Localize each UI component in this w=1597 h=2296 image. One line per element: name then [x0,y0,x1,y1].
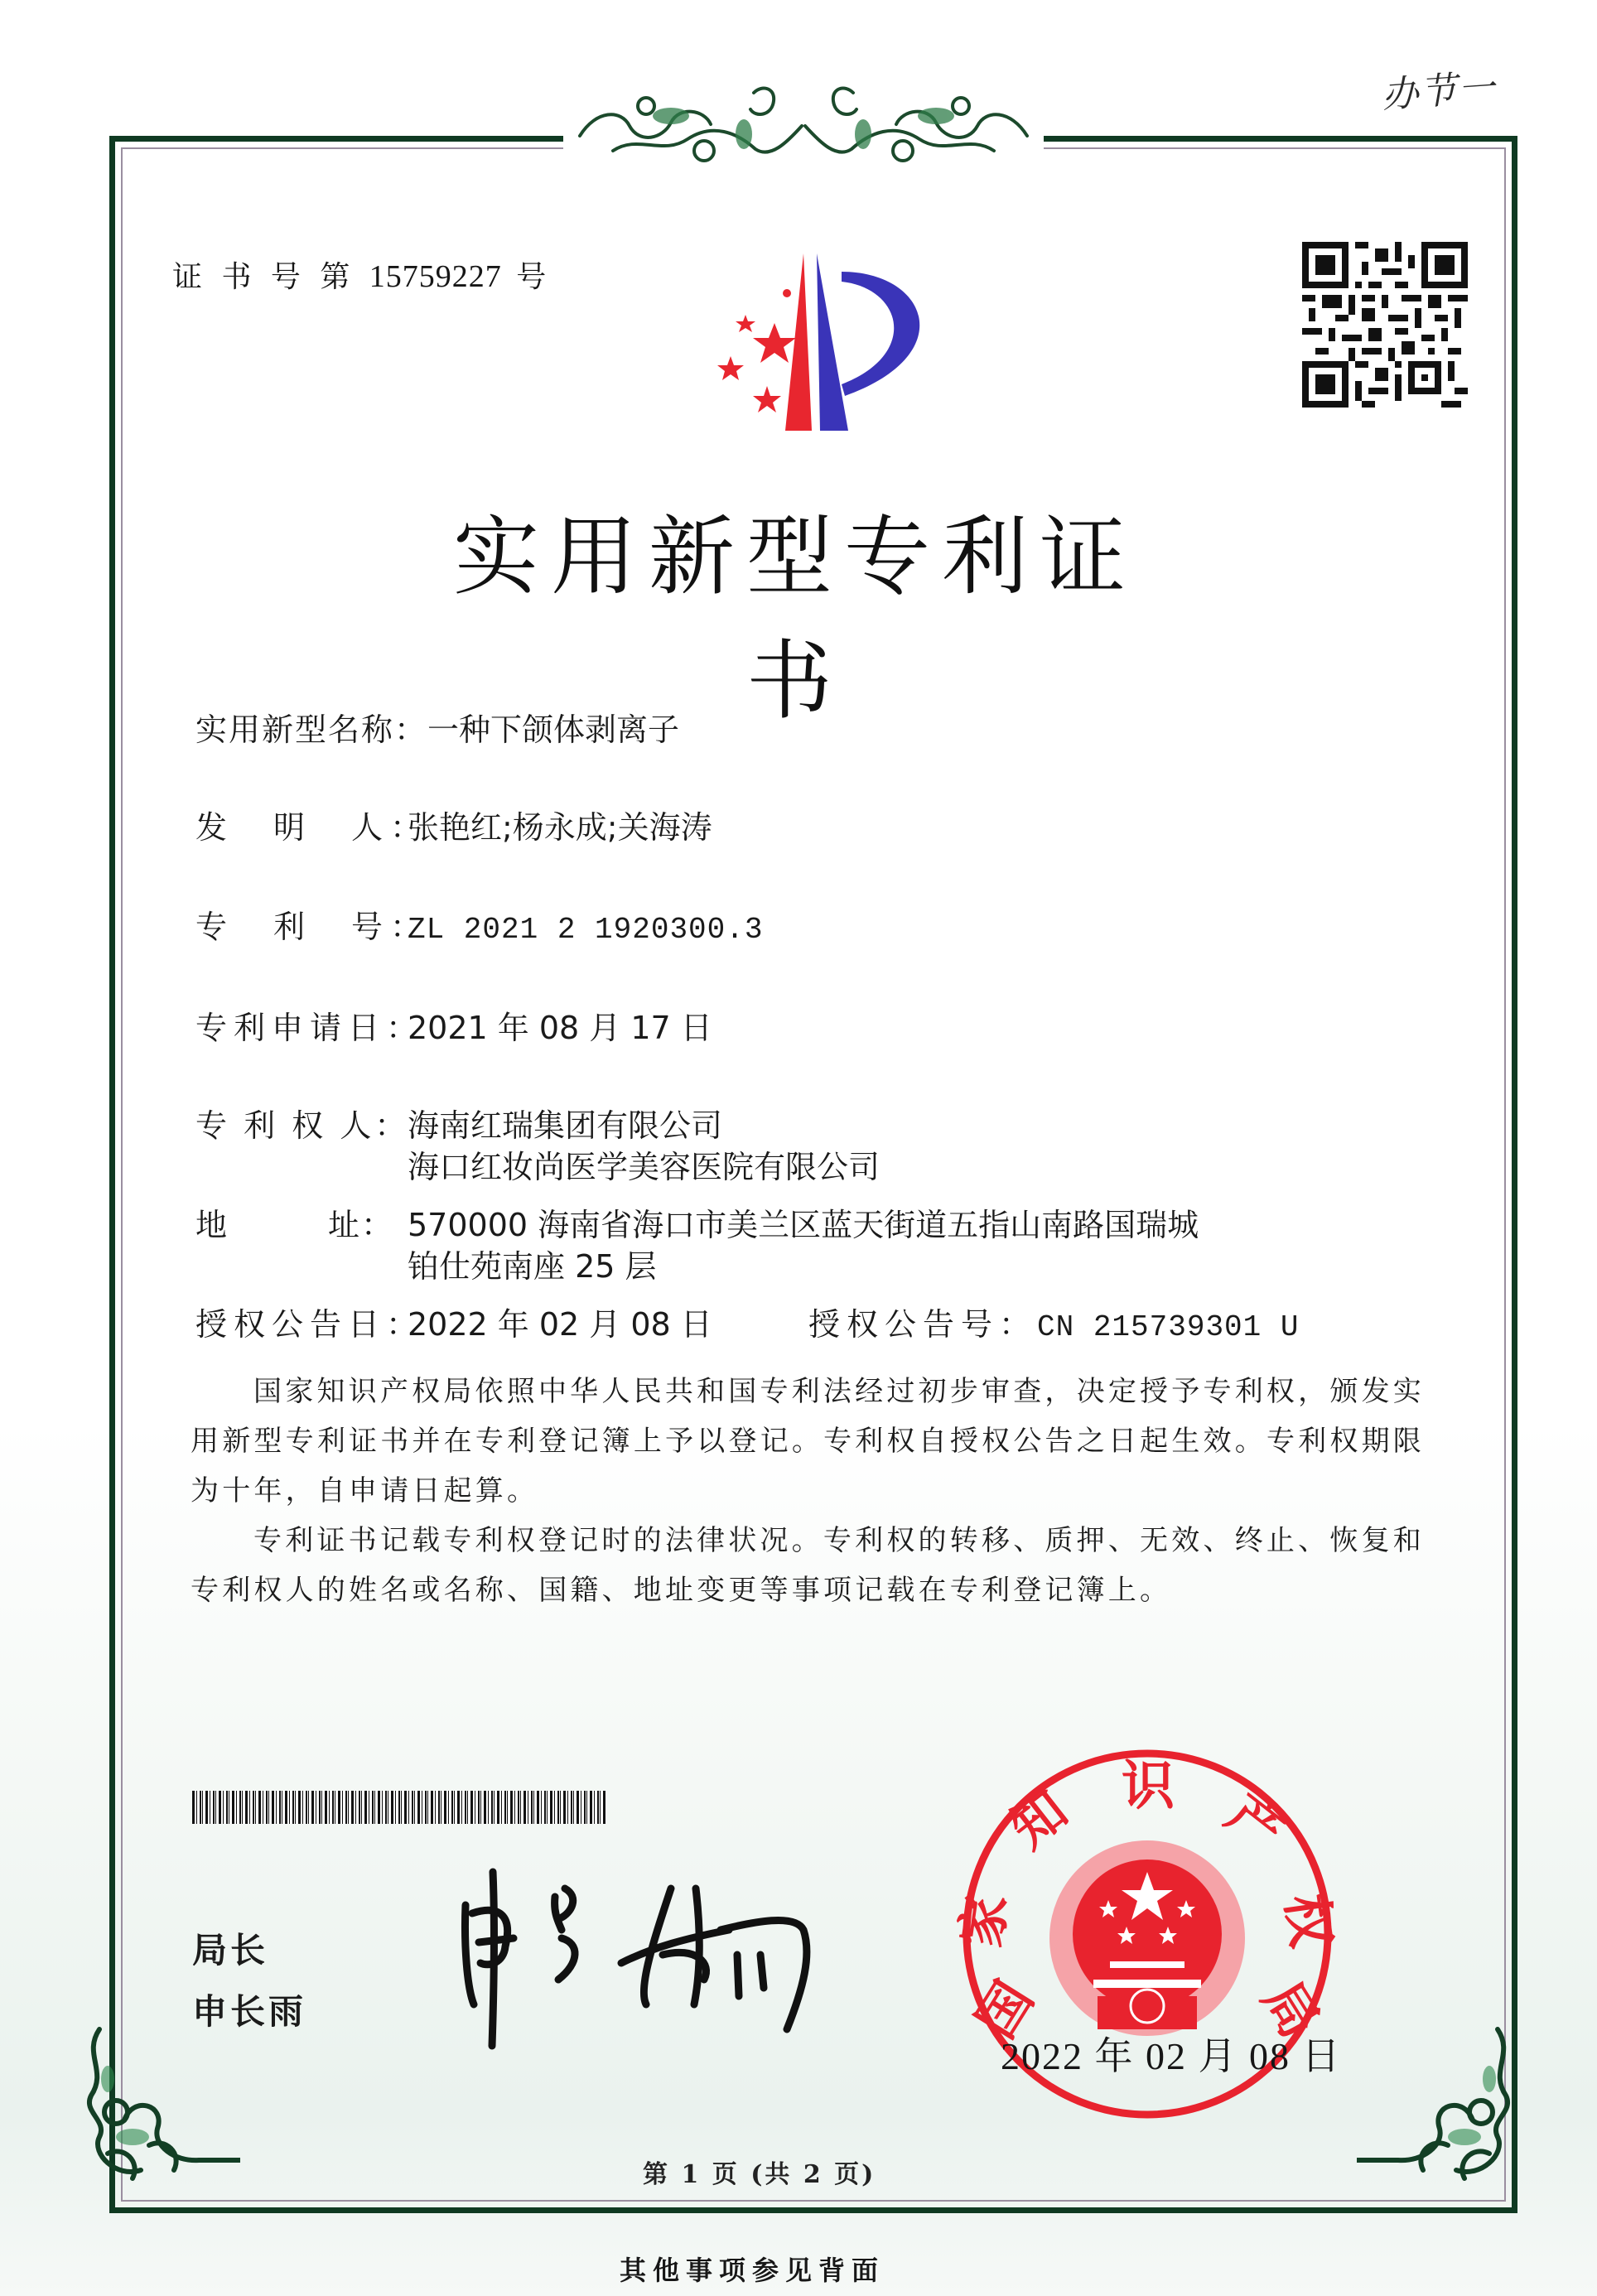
qr-code-icon [1302,242,1468,408]
seal-date: 2022 年 02 月 08 日 [1001,2035,1342,2077]
field-value: 2022 年 02 月 08 日 [408,1306,712,1343]
body-paragraph-2: 专利证书记载专利权登记时的法律状况。专利权的转移、质押、无效、终止、恢复和专利权人的姓名或名称、国籍、地址变更等事项记载在专利登记簿上。 [191,1524,1425,1607]
field-value: 张艳红;杨永成;关海涛 [408,809,712,846]
field-grant-number [808,1299,1299,1344]
field-label: 专利申请日： [195,1010,425,1046]
field-patentee-line-2: 海口红妆尚医学美容医院有限公司 [408,1149,881,1185]
body-paragraph-1: 国家知识产权局依照中华人民共和国专利法经过初步审查，决定授予专利权，颁发实用新型专利证书并在专利登记簿上予以登记。专利权自授权公告之日起生效。专利权期限为十年，自申请日起算。 [191,1375,1425,1507]
field-label: 专 利 号： [195,909,430,945]
field-application-date [195,1002,712,1048]
field-grant-date [195,1299,712,1344]
field-patentee [195,1100,722,1146]
page-indicator: 第 1 页 (共 2 页) [643,2160,876,2189]
field-value: 2021 年 08 月 17 日 [408,1010,712,1046]
page-title: 实用新型专利证书 [452,506,1137,731]
seal-char: 国 [965,1970,1046,2049]
field-patent-number [195,901,763,947]
seal-char: 家 [953,1890,1020,1951]
field-value: 一种下颌体剥离子 [427,711,680,748]
cnipa-logo-icon [679,239,944,437]
corner-ornament-bottom-right-icon [1357,2021,1522,2187]
field-label: 授权公告日： [195,1306,425,1343]
field-inventors [195,802,712,847]
field-label: 实用新型名称： [195,711,428,748]
certificate-number [172,253,551,296]
field-value: CN 215739301 U [1037,1310,1300,1344]
field-label: 发 明 人： [195,809,430,846]
field-label: 地 址： [195,1207,395,1243]
seal-char: 知 [999,1778,1080,1861]
seal-char: 权 [1273,1890,1342,1951]
seal-char: 识 [1122,1755,1175,1817]
signatory-title: 局长 [192,1930,269,1970]
field-address-line-2: 铂仕苑南座 25 层 [408,1248,657,1285]
body-text [191,1367,1425,1615]
certificate-number-suffix: 号 [516,260,552,294]
certificate-number-value: 15759227 [369,259,502,294]
certificate-number-prefix: 证 书 号 第 [172,260,355,294]
corner-ornament-bottom-left-icon [75,2021,240,2187]
field-label: 专 利 权 人： [195,1107,410,1144]
seal-char: 局 [1250,1970,1331,2049]
seal-char: 产 [1214,1782,1295,1864]
field-value: 海南红瑞集团有限公司 [408,1107,723,1144]
handwritten-signature-icon [456,1864,820,2054]
field-address [195,1199,1199,1245]
field-utility-model-name [195,704,679,750]
back-note: 其他事项参见背面 [620,2255,885,2286]
field-label: 授权公告号： [808,1306,1038,1343]
field-value: ZL 2021 2 1920300.3 [408,913,764,947]
barcode-icon [192,1791,606,1824]
field-value: 570000 海南省海口市美兰区蓝天街道五指山南路国瑞城 [408,1207,1199,1243]
top-ornament-icon [563,76,1044,174]
handwritten-note: 办节一 [1380,66,1498,117]
signatory-name: 申长雨 [192,1991,307,2032]
